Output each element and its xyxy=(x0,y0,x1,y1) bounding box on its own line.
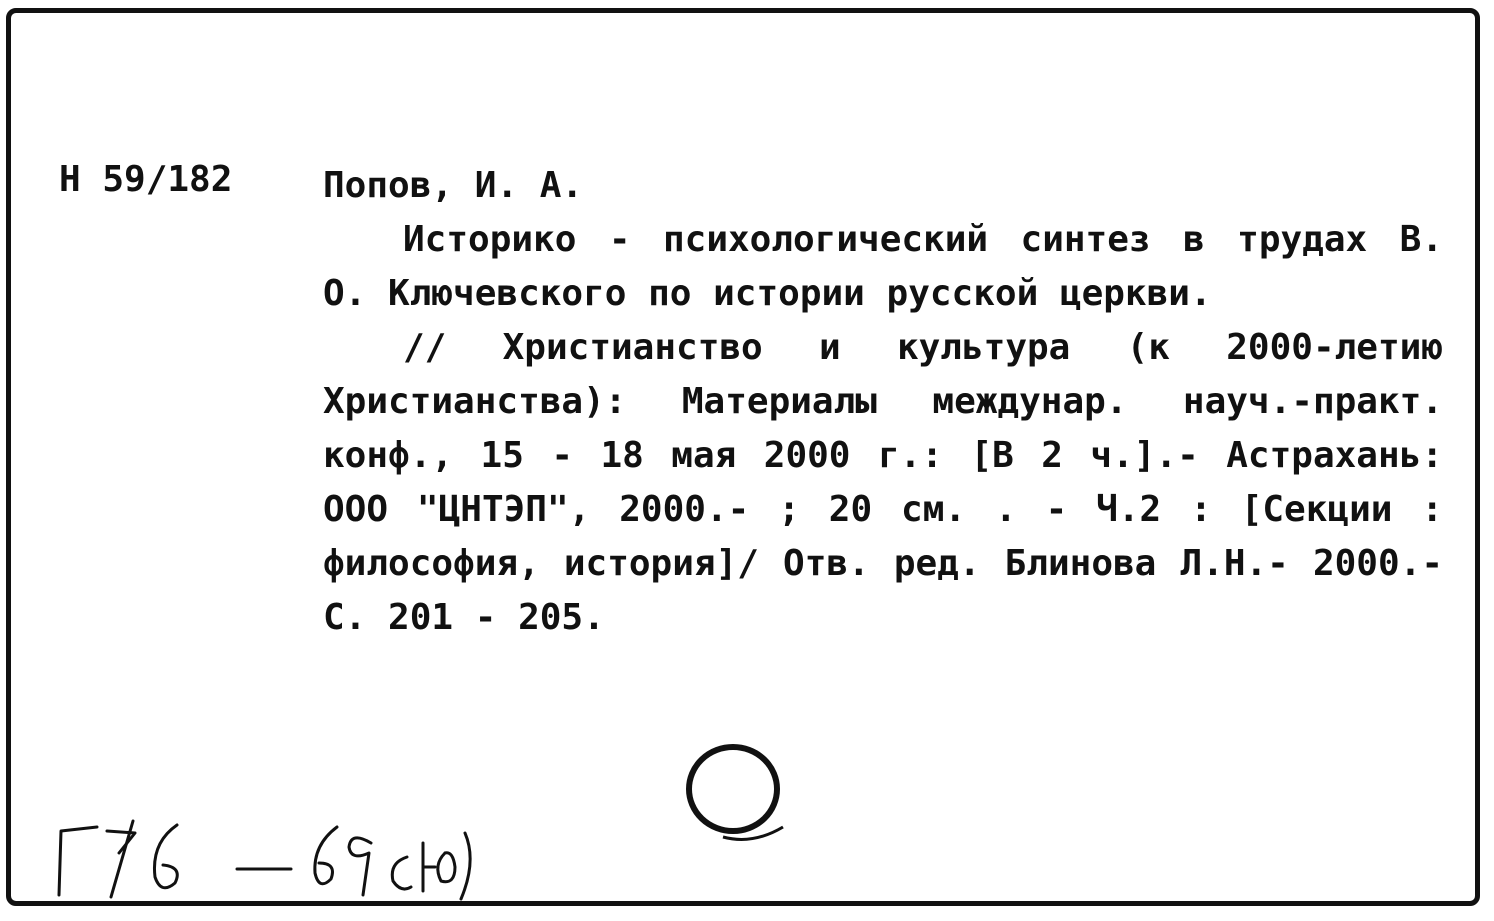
bibliographic-entry xyxy=(323,159,1443,645)
shelf-mark: Н 59/182 xyxy=(59,159,233,200)
source-paragraph: // Христианство и культура (к 2000-летию Христианства): Материалы междунар. науч.-практ. конф., 15 - 18 мая 2000 г.: [В 2 ч.].- Астрахань: ООО "ЦНТЭП", 2000.- ; 20 см. . - Ч.2 : [Секции : философия, история]/ Отв. ред. Блинова Л.Н.- 2000.-С. 201 - 205. xyxy=(323,327,1443,638)
punch-hole-icon xyxy=(683,741,793,851)
author-heading: Попов, И. А. xyxy=(323,165,584,206)
title-paragraph: Историко - психологический синтез в трудах В. О. Ключевского по истории русской церкви. xyxy=(323,219,1443,314)
handwritten-note xyxy=(51,813,511,903)
catalog-card xyxy=(6,8,1480,906)
